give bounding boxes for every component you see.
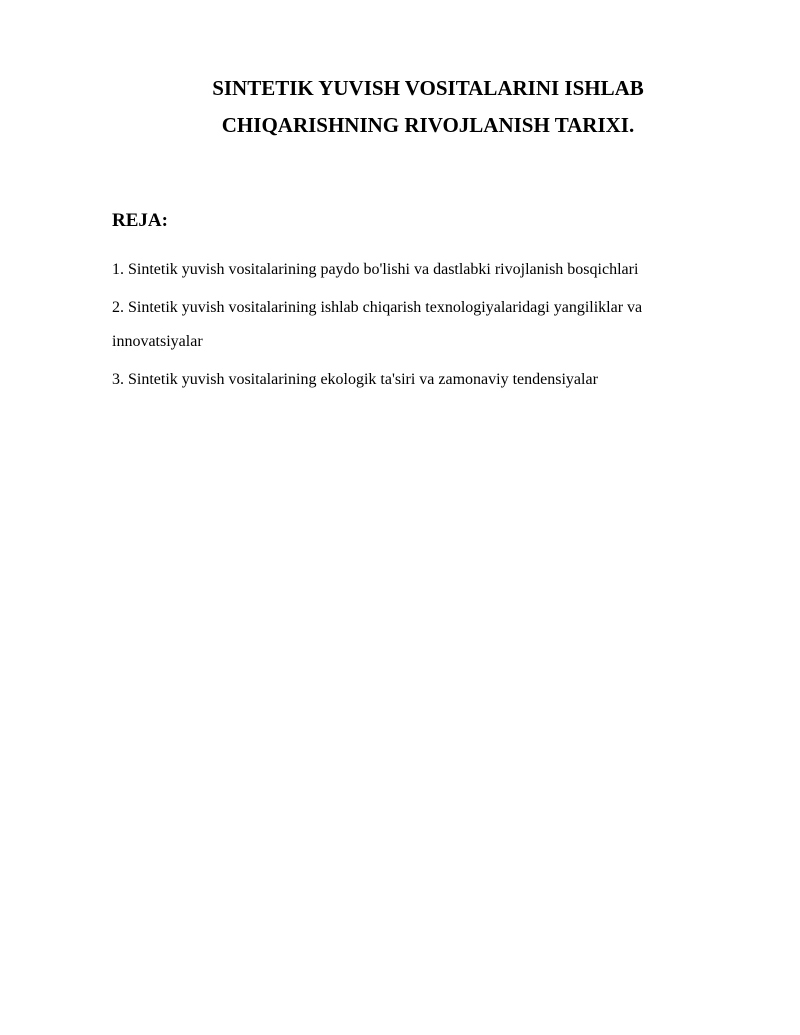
plan-item-1: 1. Sintetik yuvish vositalarining paydo bo'lishi va dastlabki rivojlanish bosqichlari xyxy=(112,261,639,278)
document-title xyxy=(110,70,746,144)
plan-heading: REJA: xyxy=(112,210,168,231)
plan-item-3: 3. Sintetik yuvish vositalarining ekologik ta'siri va zamonaviy tendensiyalar xyxy=(112,371,598,388)
title-line-1: SINTETIK YUVISH VOSITALARINI ISHLAB xyxy=(212,76,644,100)
title-line-2: CHIQARISHNING RIVOJLANISH TARIXI. xyxy=(221,113,635,137)
plan-item-2: 2. Sintetik yuvish vositalarining ishlab chiqarish texnologiyalaridagi yangiliklar va innovatsiyalar xyxy=(112,299,643,350)
plan-list xyxy=(112,253,727,401)
